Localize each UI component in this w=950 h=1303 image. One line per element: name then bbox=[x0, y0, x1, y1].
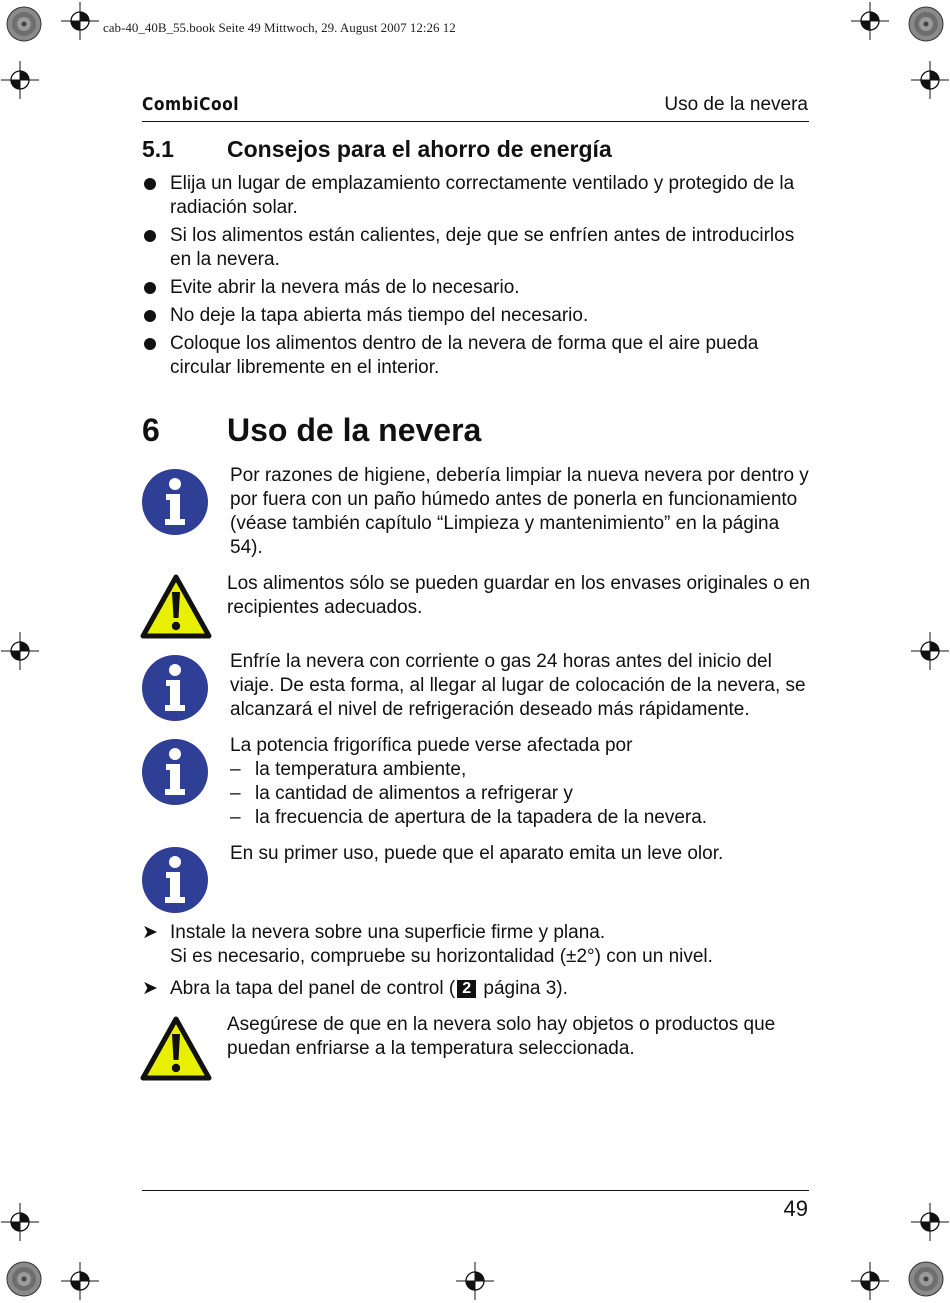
registration-mark-icon bbox=[851, 2, 889, 40]
info-icon bbox=[141, 738, 209, 806]
header-brand: CombiCool bbox=[142, 94, 240, 115]
hygiene-note: Por razones de higiene, debería limpiar la nueva nevera por dentro y por fuera con un paño húmedo antes de ponerla en funcionamiento (véase también capítulo “Limpieza y mantenimiento” en la página 54). bbox=[230, 465, 809, 558]
install-step-text: Instale la nevera sobre una superficie firme y plana. bbox=[170, 922, 606, 943]
food-storage-warning: Los alimentos sólo se pueden guardar en los envases originales o en recipientes adecuados. bbox=[227, 573, 811, 618]
open-panel-step-text: Abra la tapa del panel de control ( 2 página 3). bbox=[170, 978, 568, 999]
section-title: Consejos para el ahorro de energía bbox=[227, 136, 612, 162]
objects-warning: Asegúrese de que en la nevera solo hay objetos o productos que puedan enfriarse a la temperatura seleccionada. bbox=[227, 1014, 776, 1059]
registration-mark-icon bbox=[1, 632, 39, 670]
list-item: – la frecuencia de apertura de la tapadera de la nevera. bbox=[230, 807, 708, 828]
info-icon bbox=[141, 468, 209, 536]
registration-mark-icon bbox=[61, 2, 99, 40]
step-arrow-icon: ➤ bbox=[142, 978, 158, 999]
bullet-icon bbox=[144, 178, 156, 190]
info-icon bbox=[141, 654, 209, 722]
cooling-factors-list bbox=[230, 758, 815, 830]
chapter-number: 6 bbox=[142, 412, 160, 448]
cooling-capacity-intro: La potencia frigorífica puede verse afectada por bbox=[230, 735, 633, 756]
print-slug: cab-40_40B_55.book Seite 49 Mittwoch, 29. August 2007 12:26 12 bbox=[103, 20, 456, 35]
registration-mark-icon bbox=[911, 632, 949, 670]
warning-icon bbox=[140, 574, 212, 640]
color-wheel-icon bbox=[908, 6, 944, 42]
open-panel-step bbox=[142, 977, 812, 1001]
registration-mark-icon bbox=[456, 1262, 494, 1300]
bullet-icon bbox=[144, 310, 156, 322]
registration-mark-icon bbox=[1, 61, 39, 99]
color-wheel-icon bbox=[6, 1261, 42, 1297]
color-wheel-icon bbox=[6, 6, 42, 42]
precool-note: Enfríe la nevera con corriente o gas 24 horas antes del inicio del viaje. De esta forma, al llegar al lugar de colocación de la nevera, se alcanzará el nivel de refrigeración deseado más rápidamente. bbox=[230, 651, 806, 720]
registration-mark-icon bbox=[61, 1262, 99, 1300]
list-item: Elija un lugar de emplazamiento correctamente ventilado y protegido de la radiación solar. bbox=[142, 172, 812, 220]
list-item: No deje la tapa abierta más tiempo del necesario. bbox=[142, 304, 812, 328]
install-step-detail: Si es necesario, compruebe su horizontalidad (±2°) con un nivel. bbox=[170, 946, 713, 967]
header-rule bbox=[142, 121, 809, 122]
page-number: 49 bbox=[783, 1196, 808, 1221]
registration-mark-icon bbox=[911, 1203, 949, 1241]
cooling-capacity-note bbox=[230, 734, 815, 830]
energy-tips-list bbox=[142, 172, 812, 384]
bullet-icon bbox=[144, 282, 156, 294]
chapter-title: Uso de la nevera bbox=[227, 412, 482, 448]
list-item: Si los alimentos están calientes, deje que se enfríen antes de introducirlos en la nevera. bbox=[142, 224, 812, 272]
list-item: Coloque los alimentos dentro de la nevera de forma que el aire pueda circular libremente en el interior. bbox=[142, 332, 812, 380]
info-icon bbox=[141, 846, 209, 914]
registration-mark-icon bbox=[1, 1203, 39, 1241]
header-chapter-title: Uso de la nevera bbox=[664, 94, 808, 115]
section-number: 5.1 bbox=[142, 136, 174, 162]
registration-mark-icon bbox=[851, 1262, 889, 1300]
first-use-note: En su primer uso, puede que el aparato emita un leve olor. bbox=[230, 843, 724, 864]
list-item: Evite abrir la nevera más de lo necesario. bbox=[142, 276, 812, 300]
warning-icon bbox=[140, 1016, 212, 1082]
list-item: – la temperatura ambiente, bbox=[230, 759, 467, 780]
bullet-icon bbox=[144, 338, 156, 350]
figure-reference: 2 bbox=[457, 980, 476, 998]
step-arrow-icon: ➤ bbox=[142, 922, 158, 943]
color-wheel-icon bbox=[908, 1261, 944, 1297]
list-item: – la cantidad de alimentos a refrigerar y bbox=[230, 783, 573, 804]
registration-mark-icon bbox=[911, 61, 949, 99]
bullet-icon bbox=[144, 230, 156, 242]
footer-rule bbox=[142, 1190, 809, 1191]
install-step bbox=[142, 921, 812, 969]
